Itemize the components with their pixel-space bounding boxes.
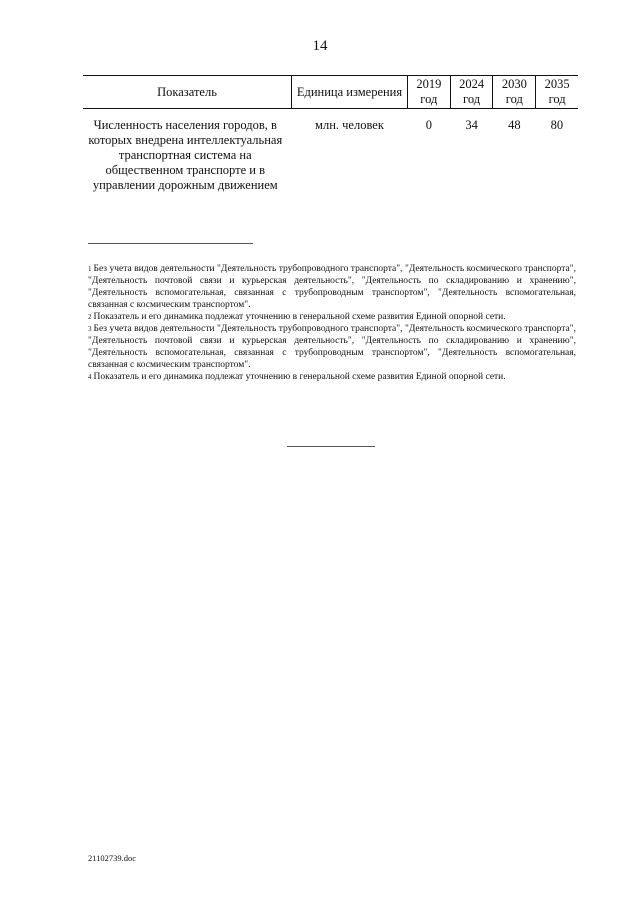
header-year-2035 bbox=[536, 76, 578, 109]
header-year-2019 bbox=[407, 76, 450, 109]
header-year-number: 2035 bbox=[544, 77, 570, 91]
value-cell-2035: 80 bbox=[550, 118, 564, 132]
header-unit: Единица измерения bbox=[292, 76, 408, 109]
table-header-row bbox=[83, 76, 578, 109]
footnote-1 bbox=[88, 263, 576, 311]
footnote-3 bbox=[88, 323, 576, 371]
header-year-number: 2024 bbox=[459, 77, 485, 91]
footnote-text: Показатель и его динамика подлежат уточнению в генеральной схеме развития Единой опорной сети. bbox=[93, 372, 506, 382]
header-year-2024 bbox=[450, 76, 493, 109]
indicator-cell: Численность населения городов, в которых внедрена интеллектуальная транспортная система на общественном транспорте и в управлении дорожным движением bbox=[88, 118, 283, 192]
footnote-2 bbox=[88, 311, 576, 323]
header-year-number: 2019 bbox=[416, 77, 442, 91]
header-indicator: Показатель bbox=[83, 76, 292, 109]
footnote-text: Без учета видов деятельности "Деятельность трубопроводного транспорта", "Деятельность космического транспорта", "Деятельность почтовой связи и курьерская деятельность", "Деятельность по складированию и хранению", "Деятельность вспомогательная, связанная с трубопроводным транспортом", "Деятельность вспомогательная, связанная с космическим транспортом". bbox=[88, 264, 576, 310]
footnote-text: Показатель и его динамика подлежат уточнению в генеральной схеме развития Единой опорной сети. bbox=[93, 312, 506, 322]
unit-cell: млн. человек bbox=[315, 118, 384, 132]
footnote-mark: 3 bbox=[88, 325, 92, 333]
header-year-suffix: год bbox=[420, 92, 438, 106]
indicator-table bbox=[83, 75, 578, 194]
header-year-number: 2030 bbox=[501, 77, 527, 91]
value-cell-2019: 0 bbox=[425, 118, 432, 132]
footnote-4 bbox=[88, 371, 576, 383]
footnote-mark: 2 bbox=[88, 313, 92, 321]
header-year-suffix: год bbox=[463, 92, 481, 106]
page-number: 14 bbox=[312, 38, 328, 54]
footnote-separator bbox=[88, 243, 253, 244]
end-separator bbox=[287, 446, 375, 447]
header-year-suffix: год bbox=[548, 92, 566, 106]
footnotes bbox=[88, 263, 576, 383]
value-cell-2024: 34 bbox=[465, 118, 478, 132]
table-row bbox=[83, 109, 578, 195]
header-year-2030 bbox=[493, 76, 536, 109]
footnote-text: Без учета видов деятельности "Деятельность трубопроводного транспорта", "Деятельность космического транспорта", "Деятельность почтовой связи и курьерская деятельность", "Деятельность по складированию и хранению", "Деятельность вспомогательная, связанная с трубопроводным транспортом", "Деятельность вспомогательная, связанная с космическим транспортом". bbox=[88, 324, 576, 370]
header-year-suffix: год bbox=[505, 92, 523, 106]
document-id: 21102739.doc bbox=[88, 853, 137, 863]
footnote-mark: 4 bbox=[88, 373, 92, 381]
value-cell-2030: 48 bbox=[508, 118, 521, 132]
footnote-mark: 1 bbox=[88, 265, 92, 273]
